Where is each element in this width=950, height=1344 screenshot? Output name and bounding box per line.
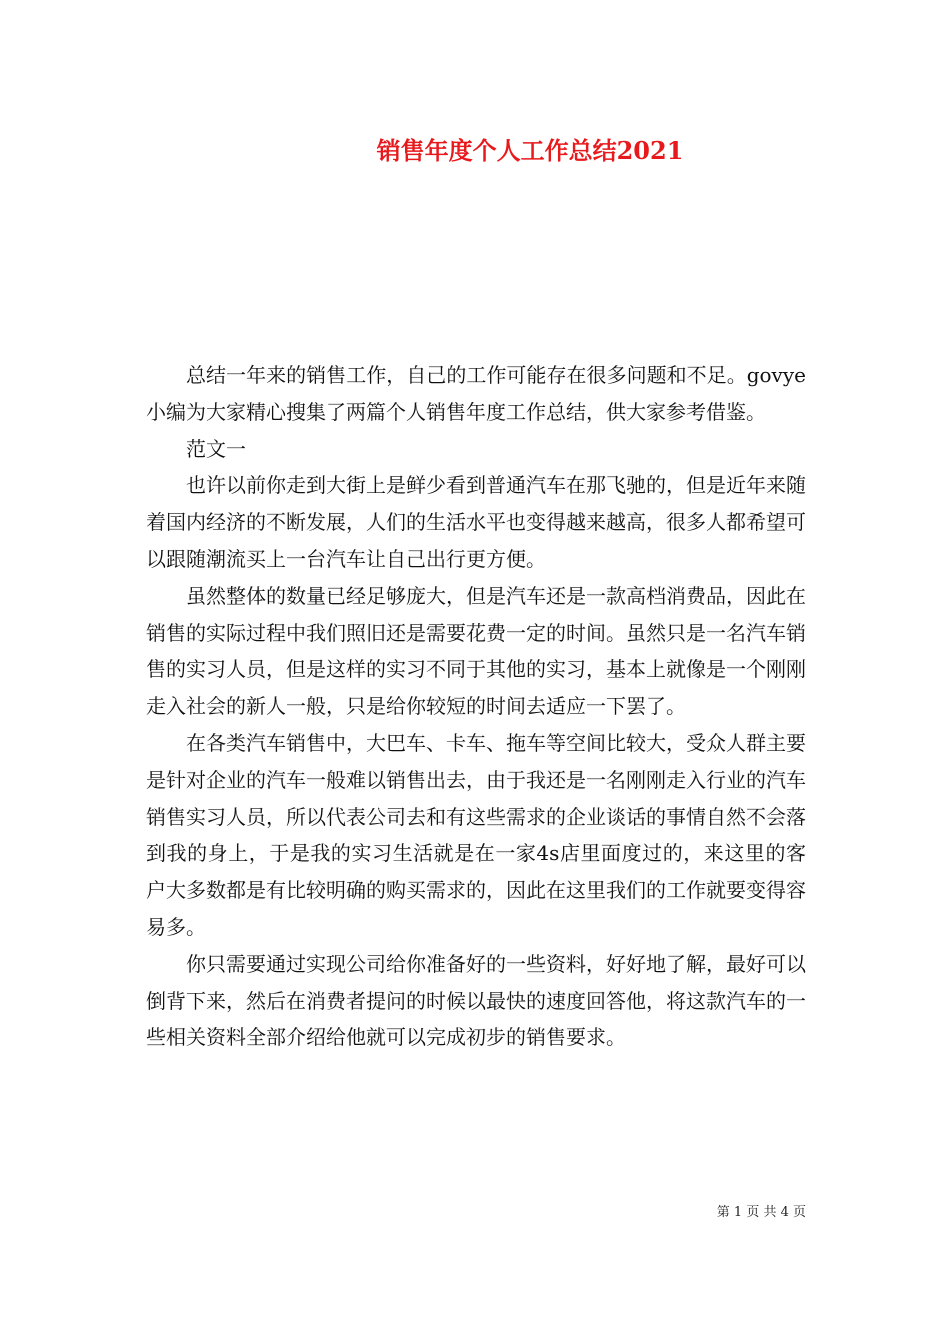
paragraph-3: 在各类汽车销售中，大巴车、卡车、拖车等空间比较大，受众人群主要是针对企业的汽车一般难以销售出去，由于我还是一名刚刚走入行业的汽车销售实习人员，所以代表公司去和有这些需求的企业谈话的事情自然不会落到我的身上，于是我的实习生活就是在一家4s店里面度过的，来这里的客户大多数都是有比较明确的购买需求的，因此在这里我们的工作就要变得容易多。 (146, 730, 806, 939)
paragraph-4: 你只需要通过实现公司给你准备好的一些资料，好好地了解，最好可以倒背下来，然后在消费者提问的时候以最快的速度回答他，将这款汽车的一些相关资料全部介绍给他就可以完成初步的销售要求。 (146, 951, 806, 1050)
page-number-footer: 第 1 页 共 4 页 (716, 1205, 806, 1220)
paragraph-1: 也许以前你走到大街上是鲜少看到普通汽车在那飞驰的，但是近年来随着国内经济的不断发展，人们的生活水平也变得越来越高，很多人都希望可以跟随潮流买上一台汽车让自己出行更方便。 (146, 473, 806, 571)
document-body (146, 357, 806, 1056)
paragraph-section-heading: 范文一 (186, 436, 246, 461)
paragraph-intro: 总结一年来的销售工作，自己的工作可能存在很多问题和不足。govye小编为大家精心搜集了两篇个人销售年度工作总结，供大家参考借鉴。 (146, 363, 806, 424)
document-title: 销售年度个人工作总结2021 (376, 136, 684, 165)
paragraph-2: 虽然整体的数量已经足够庞大，但是汽车还是一款高档消费品，因此在销售的实际过程中我们照旧还是需要花费一定的时间。虽然只是一名汽车销售的实习人员，但是这样的实习不同于其他的实习，基本上就像是一个刚刚走入社会的新人一般，只是给你较短的时间去适应一下罢了。 (146, 583, 806, 719)
